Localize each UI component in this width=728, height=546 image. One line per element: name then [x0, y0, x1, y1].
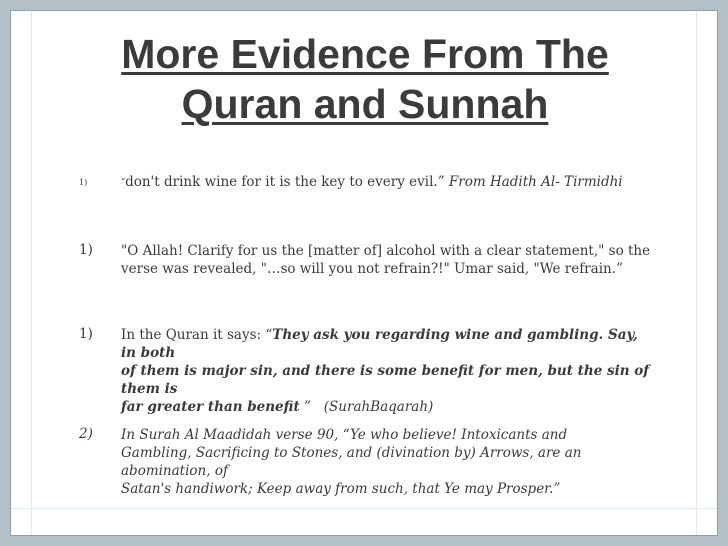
item-text	[121, 173, 651, 191]
quran-close: ”	[299, 399, 324, 415]
item-number: 1)	[79, 242, 93, 258]
item-line: verse was revealed, "…so will you not refrain?!" Umar said, "We refrain.”	[121, 261, 623, 277]
item-number: 1)	[79, 178, 88, 187]
item-number: 2)	[79, 426, 93, 442]
quran-verse-line: far greater than benefit	[121, 399, 300, 415]
item-line: In Surah Al Maadidah verse 90, “Ye who believe! Intoxicants and	[121, 427, 568, 443]
slide-title	[11, 29, 719, 129]
hadith-text: don't drink wine for it is the key to every evil.”	[125, 174, 445, 190]
item-line: "O Allah! Clarify for us the [matter of] alcohol with a clear statement," so the	[121, 243, 651, 259]
title-line-1: More Evidence From The	[121, 31, 609, 77]
item-line: Gambling, Sacrificing to Stones, and (divination by) Arrows, are an abomination, of	[121, 445, 582, 479]
hadith-source: From Hadith Al- Tirmidhi	[448, 174, 623, 190]
quran-reference: (SurahBaqarah)	[323, 399, 434, 415]
item-text	[121, 326, 651, 416]
quran-verse-line: They ask you regarding wine and gambling. Say, in both	[121, 327, 638, 361]
quote-mark: “	[121, 177, 126, 186]
frame-guide-bottom	[11, 508, 717, 509]
item-text	[121, 242, 651, 278]
item-line: Satan's handiwork; Keep away from such, that Ye may Prosper.”	[121, 481, 561, 497]
title-line-2: Quran and Sunnah	[181, 81, 549, 127]
item-text	[121, 426, 651, 498]
slide-frame	[10, 10, 718, 536]
quran-verse-line: of them is major sin, and there is some benefit for men, but the sin of them is	[121, 363, 650, 397]
item-number: 1)	[79, 326, 93, 342]
quran-intro: In the Quran it says: “	[121, 327, 273, 343]
